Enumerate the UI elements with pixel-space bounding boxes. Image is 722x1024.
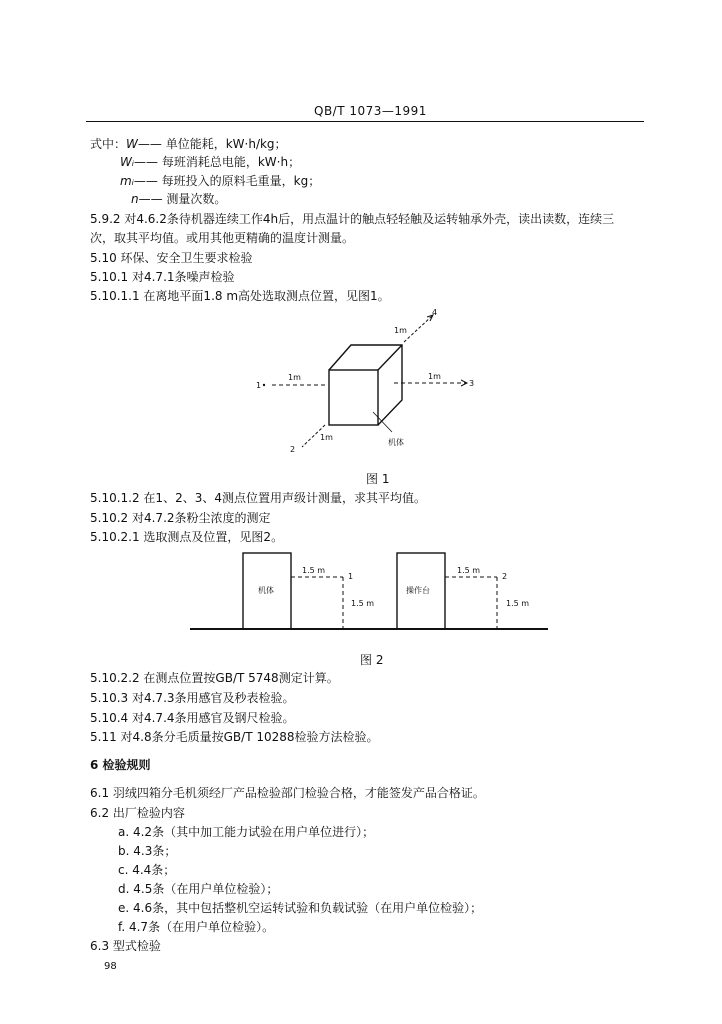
section-5-10-4: 5.10.4 对4.7.4条用感官及钢尺检验。: [90, 711, 295, 725]
formula-var-n: n—— 测量次数。: [131, 192, 227, 206]
fig1-label-2: 2: [290, 445, 296, 454]
section-5-10-2: 5.10.2 对4.7.2条粉尘浓度的测定: [90, 511, 271, 525]
section-5-10-3: 5.10.3 对4.7.3条用感官及秒表检验。: [90, 691, 295, 705]
formula-var-mi: mᵢ—— 每班投入的原料毛重量，kg；: [120, 174, 321, 188]
section-6-3: 6.3 型式检验: [90, 939, 161, 953]
fig2-dashed-area-1: [291, 577, 343, 629]
fig1-label-4: 4: [432, 308, 438, 317]
section-5-10: 5.10 环保、安全卫生要求检验: [90, 251, 253, 265]
section-5-11: 5.11 对4.8条分毛质量按GB/T 10288检验方法检验。: [90, 730, 379, 744]
section-6-2: 6.2 出厂检验内容: [90, 806, 185, 820]
figure-2-caption: 图 2: [360, 653, 384, 667]
fig1-machine-label: 机体: [388, 438, 404, 447]
para-5-9-2-line1: 5.9.2 对4.6.2条待机器连续工作4h后，用点温计的触点轻轻触及运转轴承外壳，读出读数，连续三: [90, 212, 615, 226]
section-5-10-1: 5.10.1 对4.7.1条噪声检验: [90, 270, 235, 284]
list-item-6-2-f: f. 4.7条（在用户单位检验）。: [118, 920, 275, 934]
formula-intro: 式中：W—— 单位能耗，kW·h/kg；: [90, 137, 287, 151]
fig1-label-1m-top: 1m: [394, 326, 407, 335]
list-item-6-2-a: a. 4.2条（其中加工能力试验在用户单位进行）；: [118, 825, 375, 839]
list-item-6-2-c: c. 4.4条；: [118, 863, 176, 877]
fig2-console-label: 操作台: [406, 586, 430, 595]
fig2-dist2-h: 1.5 m: [457, 566, 481, 575]
section-5-10-2-1: 5.10.2.1 选取测点及位置，见图2。: [90, 530, 284, 544]
fig1-label-3: 3: [469, 379, 475, 388]
section-6-1: 6.1 羽绒四箱分毛机须经厂产品检验部门检验合格，才能签发产品合格证。: [90, 786, 485, 800]
fig2-point-2: 2: [502, 572, 508, 581]
fig1-label-1m-right: 1m: [428, 372, 441, 381]
chapter-6-heading: 6 检验规则: [90, 758, 151, 772]
fig2-point-1: 1: [348, 572, 354, 581]
list-item-6-2-b: b. 4.3条；: [118, 844, 177, 858]
fig2-dist1-h: 1.5 m: [302, 566, 326, 575]
list-item-6-2-d: d. 4.5条（在用户单位检验）；: [118, 882, 279, 896]
fig1-label-1: 1: [256, 381, 262, 390]
figure-1-caption: 图 1: [366, 472, 390, 486]
fig2-dist1-v: 1.5 m: [351, 599, 375, 608]
fig2-machine-label: 机体: [258, 586, 274, 595]
fig2-dashed-area-2: [445, 577, 497, 629]
list-item-6-2-e: e. 4.6条，其中包括整机空运转试验和负载试验（在用户单位检验）；: [118, 901, 483, 915]
formula-var-wi: Wᵢ—— 每班消耗总电能，kW·h；: [120, 155, 301, 169]
page-number: 98: [104, 961, 117, 972]
fig2-dist2-v: 1.5 m: [506, 599, 530, 608]
fig1-label-1m-left: 1m: [288, 373, 301, 382]
section-5-10-2-2: 5.10.2.2 在测点位置按GB/T 5748测定计算。: [90, 671, 339, 685]
page-header-title: QB/T 1073—1991: [314, 104, 427, 118]
fig1-label-1m-bottom: 1m: [320, 433, 333, 442]
para-5-9-2-line2: 次，取其平均值。或用其他更精确的温度计测量。: [90, 231, 355, 245]
section-5-10-1-2: 5.10.1.2 在1、2、3、4测点位置用声级计测量，求其平均值。: [90, 491, 426, 505]
section-5-10-1-1: 5.10.1.1 在离地平面1.8 m高处选取测点位置，见图1。: [90, 289, 390, 303]
